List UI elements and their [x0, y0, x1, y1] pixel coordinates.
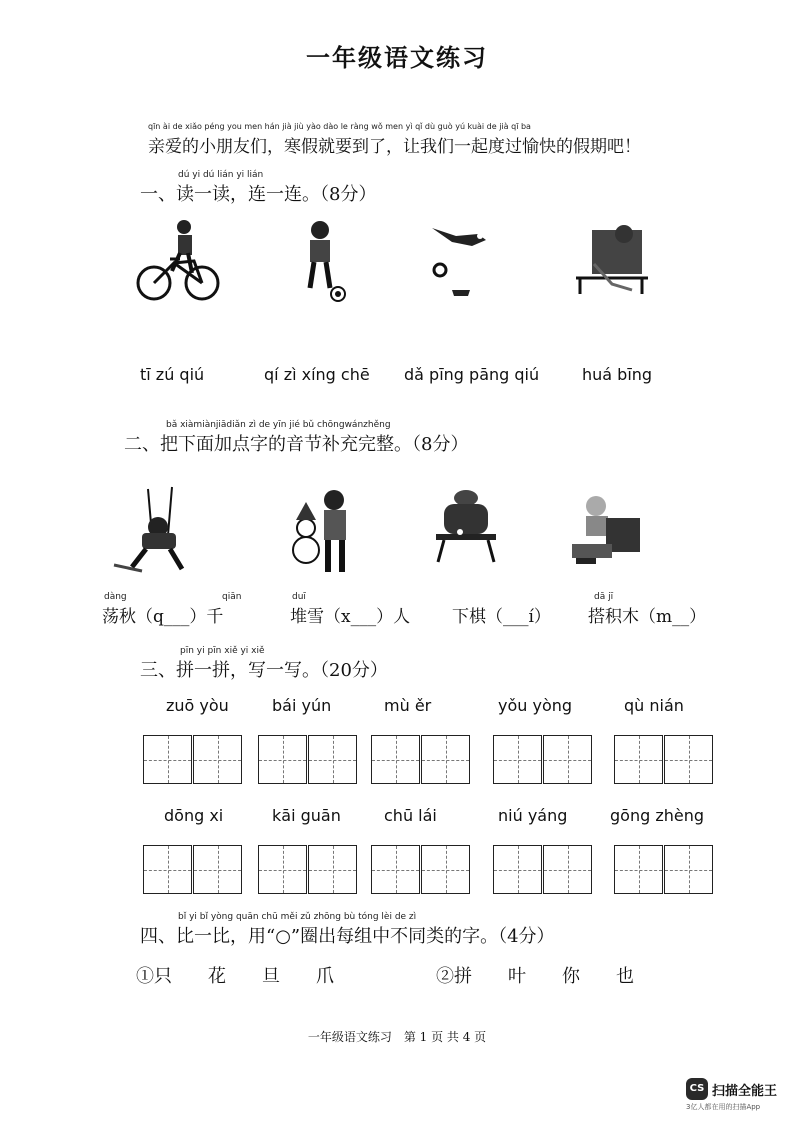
blocks-pinyin: dā jī	[594, 592, 614, 602]
swing-icon	[112, 485, 202, 577]
scanner-logo-icon: CS	[686, 1078, 708, 1100]
skating-icon	[572, 220, 652, 298]
word-qi-zi-xing-che: qí zì xíng chē	[264, 365, 370, 384]
section4-heading: 四、比一比，用“○”圈出每组中不同类的字。（4分）	[140, 926, 555, 947]
swing-text: 荡秋（q___）	[102, 607, 207, 627]
section1-pinyin: dú yi dú lián yi lián	[178, 170, 264, 180]
section4-pinyin: bǐ yi bǐ yòng quān chū měi zǔ zhōng bù tóng lèi de zì	[178, 912, 417, 922]
section1-heading: 一、读一读，连一连。（8分）	[140, 184, 377, 205]
py-dong-xi: dōng xi	[164, 806, 224, 825]
section3-pinyin: pīn yi pīn xiě yi xiě	[180, 646, 265, 656]
swing-pinyin-qian: qiān	[222, 592, 242, 602]
word-ti-zu-qiu: tī zú qiú	[140, 365, 205, 384]
ping-pong-icon	[428, 220, 494, 300]
py-chu-lai: chū lái	[384, 806, 437, 825]
chess-item: 下棋（___í）	[452, 607, 551, 627]
section3-heading: 三、拼一拼，写一写。（20分）	[140, 660, 388, 681]
page-footer: 一年级语文练习 第 1 页 共 4 页	[307, 1030, 487, 1044]
writing-grid-7[interactable]	[258, 845, 357, 894]
py-zuo-you: zuō yòu	[166, 696, 229, 715]
swing-pinyin: dàng	[104, 592, 127, 602]
py-bai-yun: bái yún	[272, 696, 332, 715]
py-mu-er: mù ěr	[384, 696, 432, 715]
page-title: 一年级语文练习	[306, 43, 488, 72]
snowman-icon	[290, 488, 360, 576]
bicycle-girl-icon	[136, 215, 222, 305]
writing-grid-3[interactable]	[371, 735, 470, 784]
scanner-watermark	[686, 1078, 786, 1112]
writing-grid-4[interactable]	[493, 735, 592, 784]
writing-grid-10[interactable]	[614, 845, 713, 894]
py-kai-guan: kāi guān	[272, 806, 341, 825]
intro-pinyin: qīn ài de xiǎo péng you men hán jià jiù yào dào le ràng wǒ men yì qǐ dù guò yú kuài de jià qī ba	[148, 122, 531, 131]
writing-grid-8[interactable]	[371, 845, 470, 894]
word-da-ping-pang-qiu: dǎ pīng pāng qiú	[404, 365, 540, 384]
snowman-item: 堆雪（x___）人	[290, 607, 411, 627]
py-you-yong: yǒu yòng	[498, 696, 573, 715]
compare-group-1: ①只 花 旦 爪	[136, 966, 334, 987]
writing-grid-5[interactable]	[614, 735, 713, 784]
scanner-name: 扫描全能王	[712, 1083, 778, 1099]
blocks-item: 搭积木（m__）	[588, 607, 707, 627]
intro-text: 亲爱的小朋友们，寒假就要到了，让我们一起度过愉快的假期吧！	[148, 137, 641, 157]
py-gong-zheng: gōng zhèng	[610, 806, 705, 825]
py-qu-nian: qù nián	[624, 696, 684, 715]
writing-grid-9[interactable]	[493, 845, 592, 894]
snowman-pinyin: duī	[292, 592, 306, 602]
compare-group-2: ②拼 叶 你 也	[436, 966, 634, 987]
py-niu-yang: niú yáng	[498, 806, 568, 825]
writing-grid-2[interactable]	[258, 735, 357, 784]
section2-pinyin: bǎ xiàmiànjiādiǎn zì de yīn jié bǔ chōngwánzhěng	[166, 420, 391, 430]
swing-item	[102, 602, 223, 627]
football-boy-icon	[300, 218, 352, 304]
writing-grid-1[interactable]	[143, 735, 242, 784]
scanner-tagline: 3亿人都在用的扫描App	[686, 1103, 761, 1111]
blocks-icon	[566, 488, 646, 568]
section2-heading: 二、把下面加点字的音节补充完整。（8分）	[124, 434, 469, 455]
chess-icon	[430, 488, 502, 568]
word-hua-bing: huá bīng	[582, 365, 653, 384]
writing-grid-6[interactable]	[143, 845, 242, 894]
swing-char: 千	[206, 607, 224, 627]
